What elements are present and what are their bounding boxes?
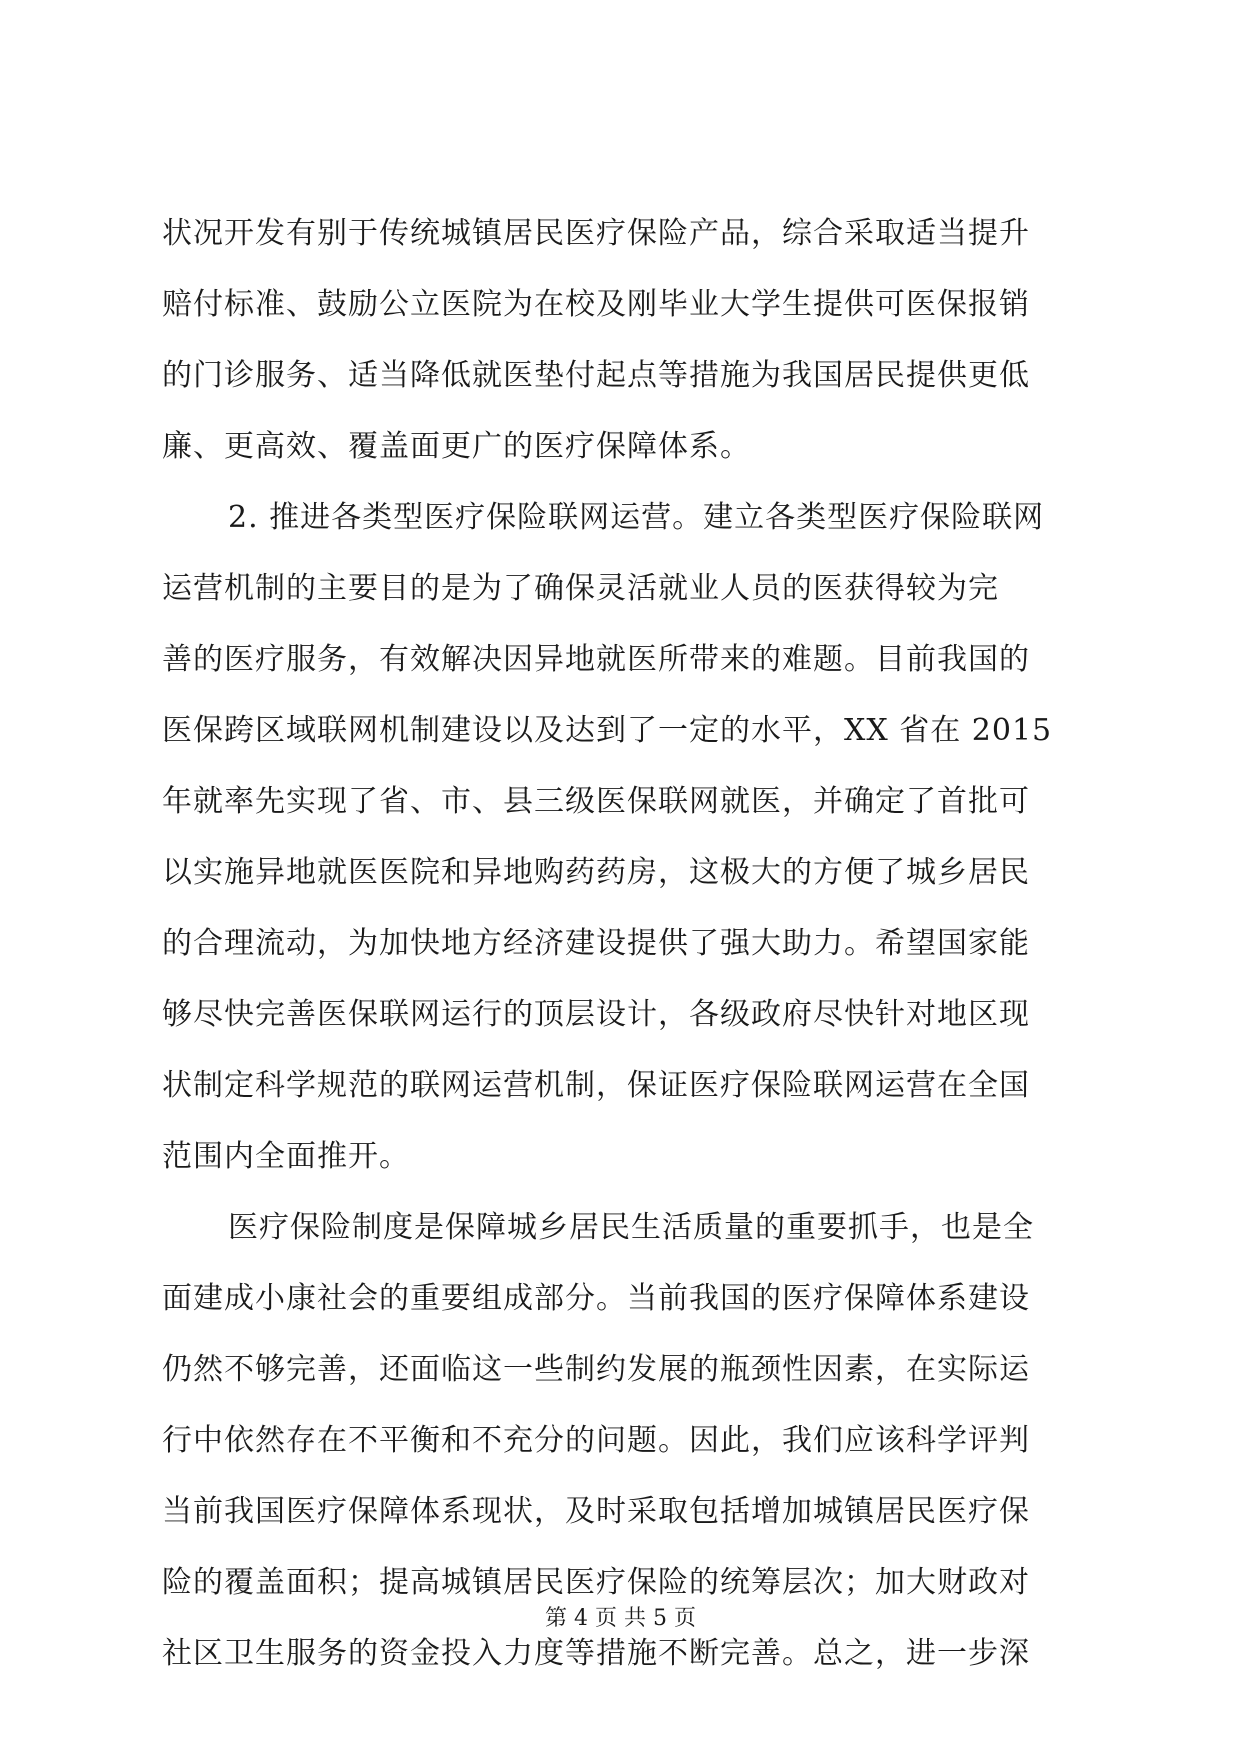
page-number-label: 第 4 页 共 5 页: [545, 1606, 696, 1631]
text-line: 状制定科学规范的联网运营机制，保证医疗保险联网运营在全国: [162, 1068, 1030, 1103]
paragraph-1: [162, 198, 1082, 482]
text-line: 年就率先实现了省、市、县三级医保联网就医，并确定了首批可: [162, 784, 1030, 819]
text-line: 医保跨区域联网机制建设以及达到了一定的水平，XX 省在 2015: [162, 713, 1053, 748]
text-line: 的合理流动，为加快地方经济建设提供了强大助力。希望国家能: [162, 926, 1030, 961]
text-line: 医疗保险制度是保障城乡居民生活质量的重要抓手，也是全: [228, 1210, 1034, 1245]
text-line: 面建成小康社会的重要组成部分。当前我国的医疗保障体系建设: [162, 1281, 1030, 1316]
text-line: 廉、更高效、覆盖面更广的医疗保障体系。: [162, 429, 751, 464]
text-line: 行中依然存在不平衡和不充分的问题。因此，我们应该科学评判: [162, 1423, 1030, 1458]
text-line: 2. 推进各类型医疗保险联网运营。建立各类型医疗保险联网: [228, 500, 1045, 535]
text-line: 状况开发有别于传统城镇居民医疗保险产品，综合采取适当提升: [162, 216, 1030, 251]
body-text: [162, 198, 1082, 1689]
text-line: 的门诊服务、适当降低就医垫付起点等措施为我国居民提供更低: [162, 358, 1030, 393]
paragraph-2: [162, 482, 1082, 1192]
text-line: 赔付标准、鼓励公立医院为在校及刚毕业大学生提供可医保报销: [162, 287, 1030, 322]
text-line: 范围内全面推开。: [162, 1139, 410, 1174]
text-line: 仍然不够完善，还面临这一些制约发展的瓶颈性因素，在实际运: [162, 1352, 1030, 1387]
text-line: 当前我国医疗保障体系现状，及时采取包括增加城镇居民医疗保: [162, 1494, 1030, 1529]
page-footer: [0, 1604, 1241, 1634]
text-line: 险的覆盖面积；提高城镇居民医疗保险的统筹层次；加大财政对: [162, 1565, 1030, 1600]
text-line: 运营机制的主要目的是为了确保灵活就业人员的医获得较为完: [162, 571, 999, 606]
text-line: 以实施异地就医医院和异地购药药房，这极大的方便了城乡居民: [162, 855, 1030, 890]
text-line: 社区卫生服务的资金投入力度等措施不断完善。总之，进一步深: [162, 1636, 1030, 1671]
text-line: 善的医疗服务，有效解决因异地就医所带来的难题。目前我国的: [162, 642, 1030, 677]
text-line: 够尽快完善医保联网运行的顶层设计，各级政府尽快针对地区现: [162, 997, 1030, 1032]
